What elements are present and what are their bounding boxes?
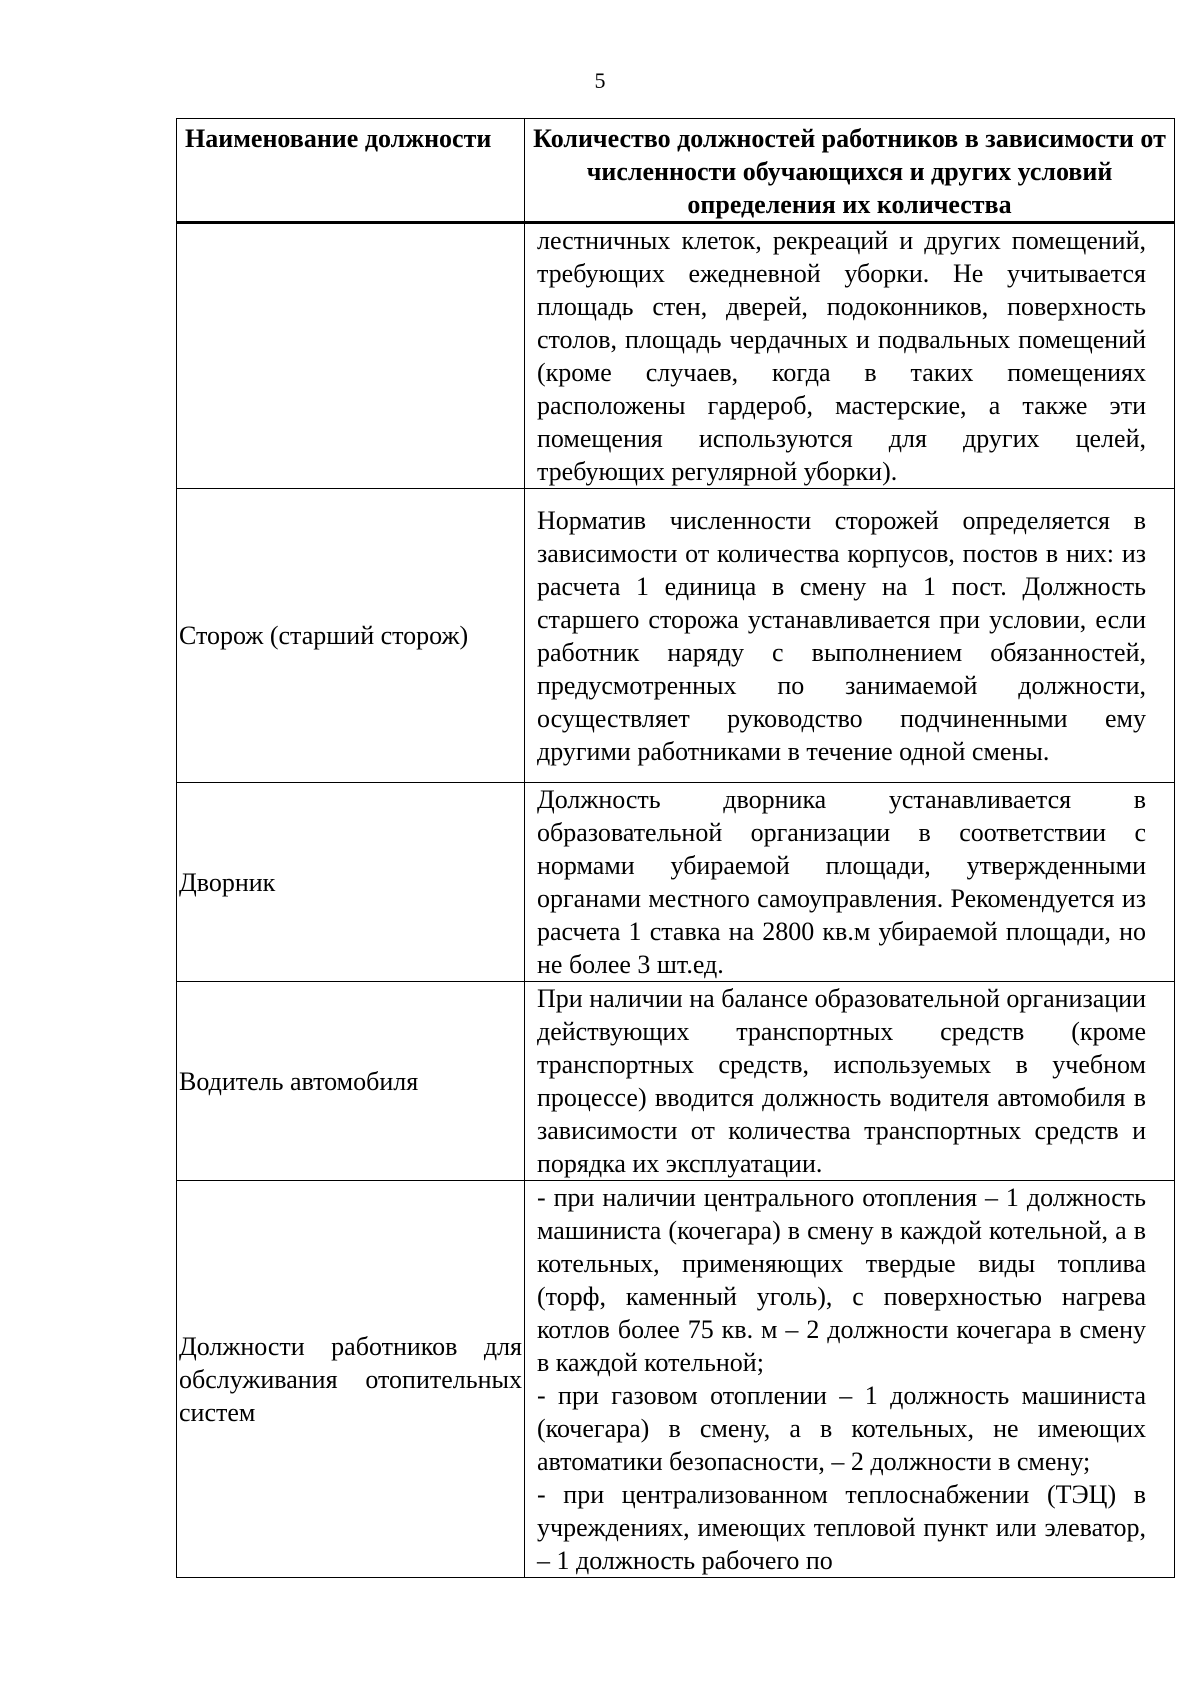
position-description-cell <box>525 783 1175 982</box>
column-header-position-name: Наименование должности <box>177 119 525 223</box>
position-name-cell: Дворник <box>177 783 525 982</box>
table-row <box>177 489 1175 783</box>
description-paragraph: - при наличии центрального отопления – 1 должность машиниста (кочегара) в смену в каждой котельной, а в котельных, применяющих твердые виды топлива (торф, каменный уголь), с поверхностью нагрева котлов более 75 кв. м – 2 должности кочегара в смену в каждой котельной; <box>537 1183 1146 1377</box>
table-row <box>177 982 1175 1181</box>
description-paragraph: - при газовом отоплении – 1 должность машиниста (кочегара) в смену, а в котельных, не имеющих автоматики безопасности, – 2 должности в смену; <box>537 1381 1146 1476</box>
description-paragraph: Норматив численности сторожей определяется в зависимости от количества корпусов, постов в них: из расчета 1 единица в смену на 1 пост. Должность старшего сторожа устанавливается при условии, если работник наряду с выполнением обязанностей, предусмотренных по занимаемой должности, осуществляет руководство подчиненными ему другими работниками в течение одной смены. <box>537 505 1146 766</box>
description-paragraph: При наличии на балансе образовательной организации действующих транспортных средств (кроме транспортных средств, используемых в учебном процессе) вводится должность водителя автомобиля в зависимости от количества транспортных средств и порядка их эксплуатации. <box>537 984 1146 1178</box>
position-description-cell <box>525 489 1175 783</box>
position-name-cell: Сторож (старший сторож) <box>177 489 525 783</box>
table-row <box>177 783 1175 982</box>
description-paragraph: - при централизованном теплоснабжении (ТЭЦ) в учреждениях, имеющих тепловой пункт или элеватор, – 1 должность рабочего по <box>537 1480 1146 1575</box>
position-name-cell <box>177 223 525 489</box>
table-header-row <box>177 119 1175 223</box>
position-description-cell <box>525 982 1175 1181</box>
table-row <box>177 1181 1175 1578</box>
position-description-cell <box>525 223 1175 489</box>
position-description-cell <box>525 1181 1175 1578</box>
table-row <box>177 223 1175 489</box>
position-name-cell: Должности работников для обслуживания отопительных систем <box>177 1181 525 1578</box>
column-header-position-count: Количество должностей работников в зависимости от численности обучающихся и других условий определения их количества <box>525 119 1175 223</box>
page-number: 5 <box>594 68 606 93</box>
staffing-table <box>176 118 1175 1578</box>
description-paragraph: лестничных клеток, рекреаций и других помещений, требующих ежедневной уборки. Не учитывается площадь стен, дверей, подоконников, поверхность столов, площадь чердачных и подвальных помещений (кроме случаев, когда в таких помещениях расположены гардероб, мастерские, а также эти помещения используются для других целей, требующих регулярной уборки). <box>537 226 1146 486</box>
description-paragraph: Должность дворника устанавливается в образовательной организации в соответствии с нормами убираемой площади, утвержденными органами местного самоуправления. Рекомендуется из расчета 1 ставка на 2800 кв.м убираемой площади, но не более 3 шт.ед. <box>537 785 1146 979</box>
position-name-cell: Водитель автомобиля <box>177 982 525 1181</box>
